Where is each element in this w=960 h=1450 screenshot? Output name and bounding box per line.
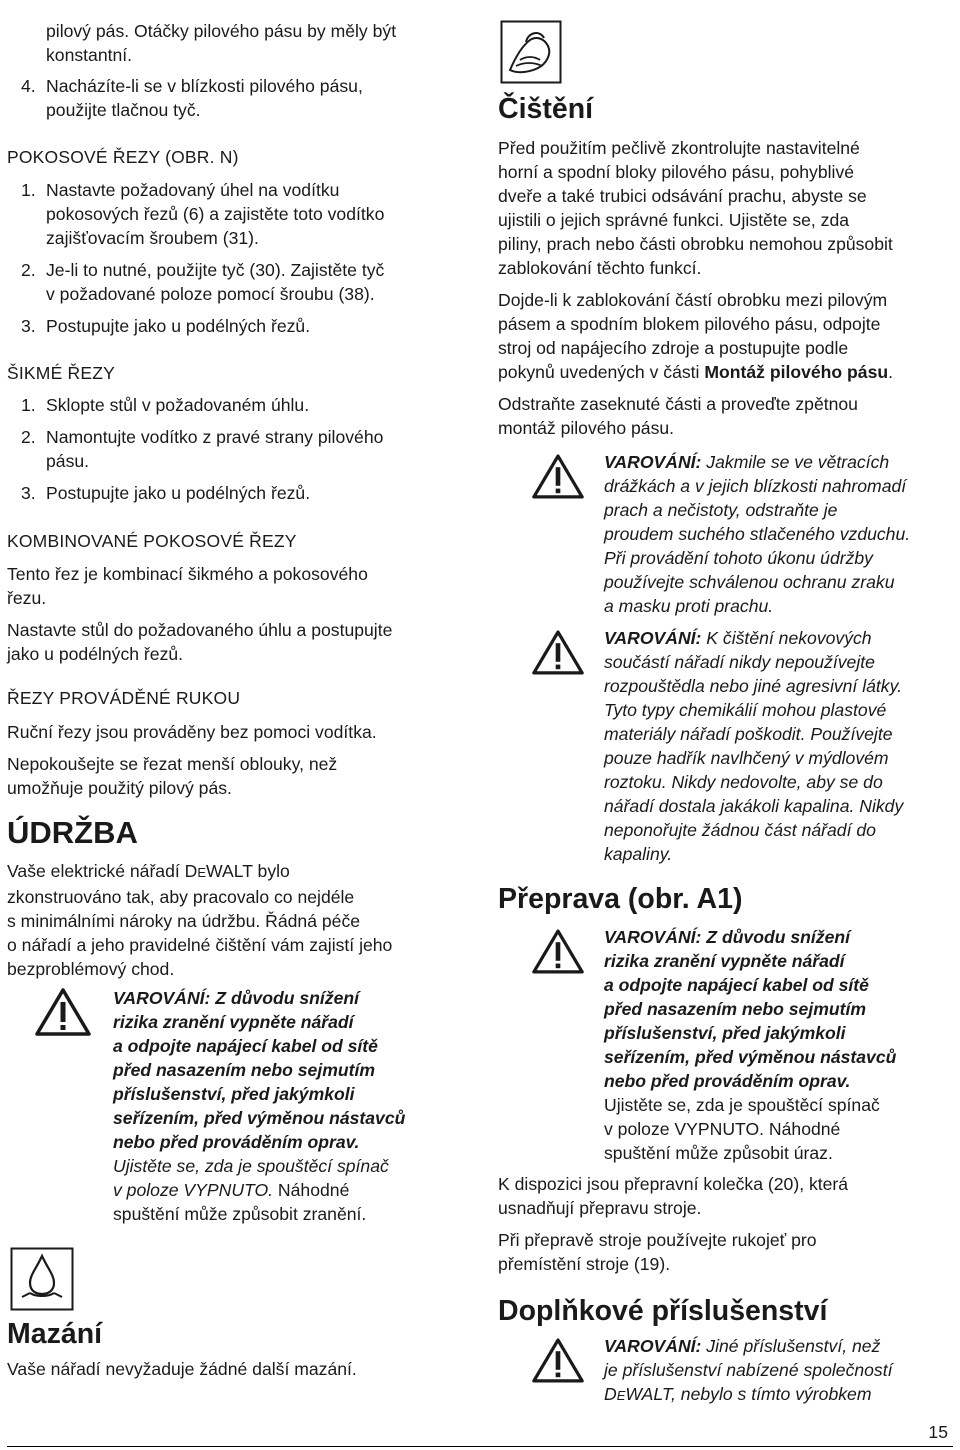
- brand-name: DEWALT: [184, 861, 253, 881]
- list-item: 1. Nastavte požadovaný úhel na vodítku pokosových řezů (6) a zajistěte toto vodítko zajišťovacím šroubem (31).: [21, 180, 385, 248]
- intro-line-1: pilový pás. Otáčky pilového pásu by měly být: [46, 21, 397, 41]
- list-item: 3. Postupujte jako u podélných řezů.: [21, 483, 311, 503]
- brand-name: DEWALT: [604, 1384, 672, 1404]
- warning-triangle-icon: [532, 454, 584, 499]
- compound-paragraph-2: Nastavte stůl do požadovaného úhlu a postupujte jako u podélných řezů.: [7, 620, 393, 664]
- freehand-paragraph-1: Ruční řezy jsou prováděny bez pomoci vodítka.: [7, 722, 377, 742]
- transport-paragraph-2: Při přepravě stroje používejte rukojeť pro přemístění stroje (19).: [498, 1230, 817, 1274]
- transport-warning: VAROVÁNÍ: Z důvodu snížení rizika zranění vypněte nářadí a odpojte napájecí kabel od sítě před nasazením nebo sejmutím příslušenství, před jakýmkoli seřízením, před výměnou nástavců nebo před prováděním oprav. Ujistěte se, zda je spouštěcí spínač v poloze VYPNUTO. Náhodné spuštění může způsobit úraz.: [498, 925, 960, 1165]
- intro-continuation: [7, 19, 457, 67]
- cleaning-paragraph-3: Odstraňte zaseknuté části a proveďte zpětnou montáž pilového pásu.: [498, 394, 858, 438]
- miter-cuts-list: [7, 178, 457, 338]
- warning-triangle-icon: [532, 1338, 584, 1383]
- lubrication-heading: Mazání: [7, 1318, 103, 1350]
- cleaning-paragraph-2: Dojde-li k zablokování částí obrobku mezi pilovým pásem a spodním blokem pilového pásu, odpojte stroj od napájecího zdroje a postupujte podle pokynů uvedených v části Montáž pilového pásu.: [498, 290, 894, 382]
- transport-paragraph-1: K dispozici jsou přepravní kolečka (20), která usnadňují přepravu stroje.: [498, 1174, 849, 1218]
- cleaning-warning-2: VAROVÁNÍ: K čištění nekovových součástí nářadí nikdy nepoužívejte rozpouštědla nebo jiné agresivní látky. Tyto typy chemikálií mohou plastové materiály nářadí poškodit. Používejte pouze hadřík navlhčený v mýdlovém roztoku. Nikdy nedovolte, aby se do nářadí dostala jakákoli kapalina. Nikdy neponořujte žádnou část nářadí do kapaliny.: [498, 626, 960, 866]
- bevel-cuts-list: [7, 393, 457, 505]
- list-item: 2. Je-li to nutné, použijte tyč (30). Zajistěte tyč v požadované poloze pomocí šroubu (38).: [21, 260, 385, 304]
- cleaning-heading: Čištění: [498, 93, 594, 125]
- accessories-heading: Doplňkové příslušenství: [498, 1295, 828, 1327]
- step-number: 4.: [21, 76, 36, 96]
- oil-drop-pictogram-icon: [10, 1247, 74, 1311]
- list-item: 3. Postupujte jako u podélných řezů.: [21, 316, 311, 336]
- list-item: 1. Sklopte stůl v požadovaném úhlu.: [21, 395, 310, 415]
- cleaning-warning-1: VAROVÁNÍ: Jakmile se ve větracích drážkách a v jejich blízkosti nahromadí prach a nečistoty, odstraňte je proudem suchého stlačeného vzduchu. Při provádění tohoto úkonu údržby používejte schválenou ochranu zraku a masku proti prachu.: [498, 450, 960, 618]
- maintenance-heading: ÚDRŽBA: [7, 815, 138, 850]
- cleaning-paragraph-1: Před použitím pečlivě zkontrolujte nastavitelné horní a spodní bloky pilového pásu, pohyblivé dveře a také trubici odsávání prachu, abyste se ujistili o jejich správné funkci. Ujistěte se, zda piliny, prach nebo části obrobku nemohou způsobit zablokování těchto funkcí.: [498, 138, 893, 278]
- bevel-cuts-heading: ŠIKMÉ ŘEZY: [7, 363, 115, 383]
- bottom-rule: [7, 1446, 953, 1447]
- warning-triangle-icon: [532, 630, 584, 675]
- warning-triangle-icon: [532, 929, 584, 974]
- warning-triangle-icon: [35, 988, 91, 1036]
- maintenance-warning: VAROVÁNÍ: Z důvodu snížení rizika zranění vypněte nářadí a odpojte napájecí kabel od sítě před nasazením nebo sejmutím příslušenství, před jakýmkoli seřízením, před výměnou nástavců nebo před prováděním oprav. Ujistěte se, zda je spouštěcí spínač v poloze VYPNUTO. Náhodné spuštění může způsobit zranění.: [7, 986, 533, 1226]
- intro-line-2: konstantní.: [46, 45, 133, 65]
- freehand-cuts-heading: ŘEZY PROVÁDĚNÉ RUKOU: [7, 688, 241, 708]
- page-number: 15: [928, 1422, 948, 1442]
- maintenance-paragraph: Vaše elektrické nářadí DEWALT bylo zkonstruováno tak, aby pracovalo co nejdéle s minimálními nároky na údržbu. Řádná péče o nářadí a jeho pravidelné čištění vám zajistí jeho bezproblémový chod.: [7, 861, 393, 979]
- freehand-paragraph-2: Nepokoušejte se řezat menší oblouky, než umožňuje použitý pilový pás.: [7, 754, 338, 798]
- miter-cuts-heading: POKOSOVÉ ŘEZY (OBR. N): [7, 147, 239, 167]
- compound-paragraph-1: Tento řez je kombinací šikmého a pokosového řezu.: [7, 564, 368, 608]
- transport-heading: Přeprava (obr. A1): [498, 883, 743, 915]
- lubrication-paragraph: Vaše nářadí nevyžaduje žádné další mazání.: [7, 1359, 357, 1379]
- list-item: 2. Namontujte vodítko z pravé strany pilového pásu.: [21, 427, 384, 471]
- step-4: 4. Nacházíte-li se v blízkosti pilového pásu, použijte tlačnou tyč.: [21, 76, 363, 120]
- compound-cuts-heading: KOMBINOVANÉ POKOSOVÉ ŘEZY: [7, 531, 297, 551]
- accessories-warning: VAROVÁNÍ: Jiné příslušenství, než je příslušenství nabízené společností DEWALT, nebylo s tímto výrobkem: [498, 1334, 960, 1408]
- cleaning-pictogram-icon: [500, 20, 562, 84]
- blade-assembly-reference: Montáž pilového pásu: [704, 362, 889, 382]
